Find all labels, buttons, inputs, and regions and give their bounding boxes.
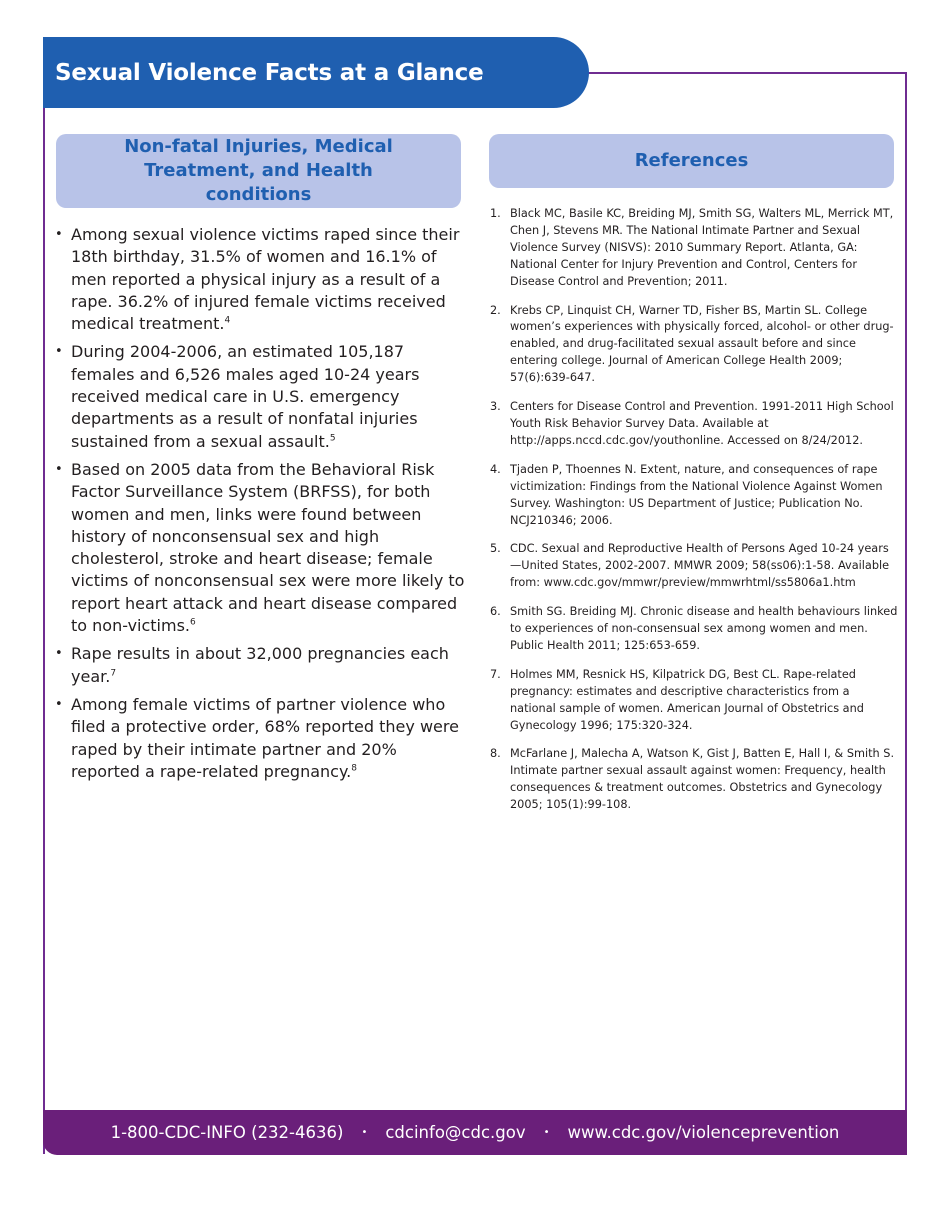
reference-number: 7. [490,667,501,681]
reference-number: 2. [490,303,501,317]
bullet-icon: • [55,646,63,662]
fact-item [50,459,466,637]
reference-text: McFarlane J, Malecha A, Watson K, Gist J, Batten E, Hall I, & Smith S. Intimate partner sexual assault against women: Frequency, health consequences & treatment outcomes. Obstetrics and Gynecology 2005; 105(1):99-108. [510,747,895,812]
fact-text: Based on 2005 data from the Behavioral Risk Factor Surveillance System (BRFSS), for both women and men, links were found between history of nonconsensual sex and high cholesterol, stroke and heart disease; female victims of nonconsensual sex were more likely to report heart attack and heart disease compared to non-victims. [71,459,465,636]
bullet-icon: • [55,344,63,360]
bullet-icon: • [55,461,63,477]
fact-item [50,643,466,688]
references-heading [489,134,894,188]
footer-email[interactable]: cdcinfo@cdc.gov [385,1123,526,1142]
fact-ref: 8 [351,763,357,774]
fact-text: Rape results in about 32,000 pregnancies each year. [71,644,449,686]
references-list [488,206,898,826]
fact-item [50,224,466,335]
reference-text: Krebs CP, Linquist CH, Warner TD, Fisher BS, Martin SL. College women’s experiences with physically forced, alcohol- or other drug-enabled, and drug-facilitated sexual assault before and since entering college. Journal of American College Health 2009; 57(6):639-647. [510,303,894,385]
fact-item [50,694,466,783]
fact-text: Among female victims of partner violence who filed a protective order, 68% reported they were raped by their intimate partner and 20% reported a rape-related pregnancy. [71,694,459,781]
reference-text: Black MC, Basile KC, Breiding MJ, Smith SG, Walters ML, Merrick MT, Chen J, Stevens MR. The National Intimate Partner and Sexual Violence Survey (NISVS): 2010 Summary Report. Atlanta, GA: National Center for Injury Prevention and Control, Centers for Disease Control and Prevention; 2011. [510,207,894,288]
fact-text: Among sexual violence victims raped since their 18th birthday, 31.5% of women and 16.1% of men reported a physical injury as a result of a rape. 36.2% of injured female victims received medical treatment. [71,225,460,334]
footer-separator: • [543,1127,550,1138]
reference-number: 8. [490,747,501,761]
reference-text: Tjaden P, Thoennes N. Extent, nature, and consequences of rape victimization: Findings from the National Violence Against Women Survey. Washington: US Department of Justice; Publication No. NCJ210346; 2006. [510,462,883,527]
reference-text: Centers for Disease Control and Prevention. 1991-2011 High School Youth Risk Behavior Survey Data. Available at http://apps.nccd.cdc.gov/youthonline. Accessed on 8/24/2012. [510,400,894,447]
facts-list [50,224,466,789]
fact-ref: 6 [190,617,196,628]
reference-item [488,746,898,814]
title-banner [43,37,589,108]
footer-phone[interactable]: 1-800-CDC-INFO (232-4636) [110,1123,344,1142]
reference-number: 3. [490,400,501,414]
reference-item [488,604,898,655]
reference-text: CDC. Sexual and Reproductive Health of Persons Aged 10-24 years—United States, 2002-2007. MMWR 2009; 58(ss06):1-58. Available from: www.cdc.gov/mmwr/preview/mmwrhtml/ss5806a1.htm [510,542,890,590]
reference-number: 5. [490,542,501,556]
footer-bar [43,1110,907,1155]
bullet-icon: • [55,227,63,242]
reference-item [488,303,898,388]
reference-number: 4. [490,462,501,476]
left-section-heading [56,134,461,208]
bullet-icon: • [55,696,63,712]
footer-separator: • [361,1127,368,1138]
reference-item [488,206,898,291]
fact-ref: 4 [224,315,231,326]
reference-item [488,462,898,530]
reference-item [488,399,898,450]
fact-item [50,341,466,452]
fact-ref: 7 [110,668,117,679]
footer-website[interactable]: www.cdc.gov/violenceprevention [567,1123,840,1142]
reference-item [488,667,898,735]
references-heading-text: References [634,150,749,171]
reference-item [488,541,898,592]
reference-number: 1. [490,207,501,220]
fact-text: During 2004-2006, an estimated 105,187 females and 6,526 males aged 10-24 years received medical care in U.S. emergency departments as a result of nonfatal injuries sustained from a sexual assault. [71,342,420,451]
fact-ref: 5 [329,433,336,444]
page-title: Sexual Violence Facts at a Glance [55,59,484,86]
left-heading-text: Non-fatal Injuries, Medical Treatment, and Health conditions [124,136,393,205]
reference-text: Smith SG. Breiding MJ. Chronic disease and health behaviours linked to experiences of non-consensual sex among women and men. Public Health 2011; 125:653-659. [510,605,898,652]
reference-number: 6. [490,605,501,619]
reference-text: Holmes MM, Resnick HS, Kilpatrick DG, Best CL. Rape-related pregnancy: estimates and descriptive characteristics from a national sample of women. American Journal of Obstetrics and Gynecology 1996; 175:320-324. [510,667,864,732]
